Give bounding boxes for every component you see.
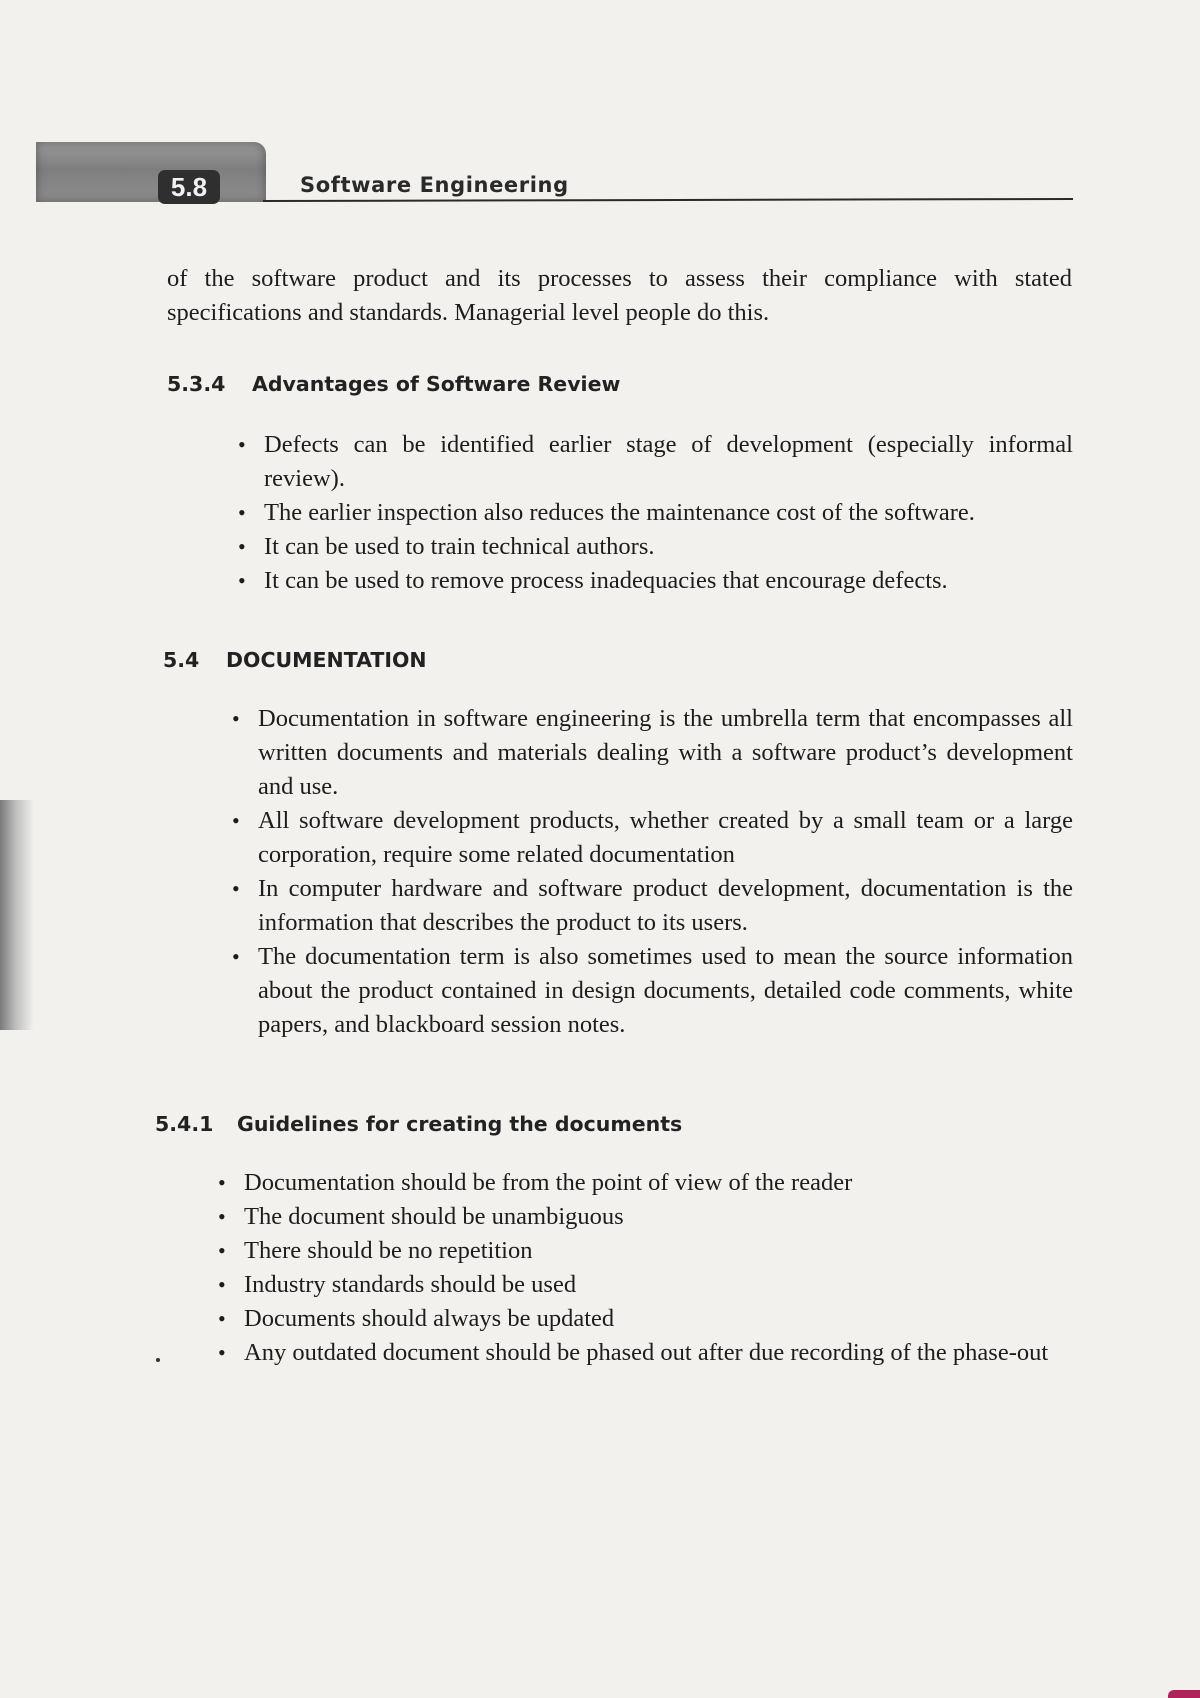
- section-number: 5.4.1: [155, 1112, 214, 1136]
- intro-paragraph: of the software product and its processes to assess their compliance with stated specifications and standards. Managerial level people do this.: [167, 265, 1072, 326]
- list-item: • In computer hardware and software product development, documentation is the information that describes the product to its users.: [232, 872, 1073, 940]
- section-title: Advantages of Software Review: [252, 372, 621, 396]
- list-item: • The documentation term is also sometimes used to mean the source information about the product contained in design documents, detailed code comments, white papers, and blackboard session notes.: [232, 940, 1073, 1042]
- list-item: • Industry standards should be used: [218, 1268, 1073, 1302]
- documentation-list: [232, 702, 1073, 1042]
- list-item: • The document should be unambiguous: [218, 1200, 1073, 1234]
- stray-mark: [156, 1358, 160, 1362]
- list-item: • It can be used to remove process inadequacies that encourage defects.: [238, 564, 1073, 598]
- list-item: • Defects can be identified earlier stage of development (especially informal review).: [238, 428, 1073, 496]
- section-title: Guidelines for creating the documents: [237, 1112, 683, 1136]
- section-heading-5-3-4: [167, 372, 620, 396]
- scan-edge-mark: [1168, 1690, 1200, 1698]
- scan-edge-shadow: [0, 800, 34, 1030]
- list-item: • It can be used to train technical authors.: [238, 530, 1073, 564]
- section-heading-5-4: [163, 648, 427, 672]
- list-item: • Documentation in software engineering is the umbrella term that encompasses all written documents and materials dealing with a software product’s development and use.: [232, 702, 1073, 804]
- section-heading-5-4-1: [155, 1112, 682, 1136]
- list-item: • Documents should always be updated: [218, 1302, 1073, 1336]
- page-number: 5.8: [158, 170, 220, 204]
- list-item: • Any outdated document should be phased out after due recording of the phase-out: [218, 1336, 1073, 1370]
- list-item: • The earlier inspection also reduces the maintenance cost of the software.: [238, 496, 1073, 530]
- list-item: • All software development products, whether created by a small team or a large corporation, require some related documentation: [232, 804, 1073, 872]
- section-title: DOCUMENTATION: [226, 648, 427, 672]
- header-rule: [263, 198, 1073, 202]
- section-number: 5.4: [163, 648, 200, 672]
- page-number-tab: [36, 142, 266, 202]
- list-item: • Documentation should be from the point of view of the reader: [218, 1166, 1073, 1200]
- running-title: Software Engineering: [300, 173, 569, 197]
- advantages-list: [238, 428, 1073, 598]
- guidelines-list: [218, 1166, 1073, 1370]
- section-number: 5.3.4: [167, 372, 226, 396]
- list-item: • There should be no repetition: [218, 1234, 1073, 1268]
